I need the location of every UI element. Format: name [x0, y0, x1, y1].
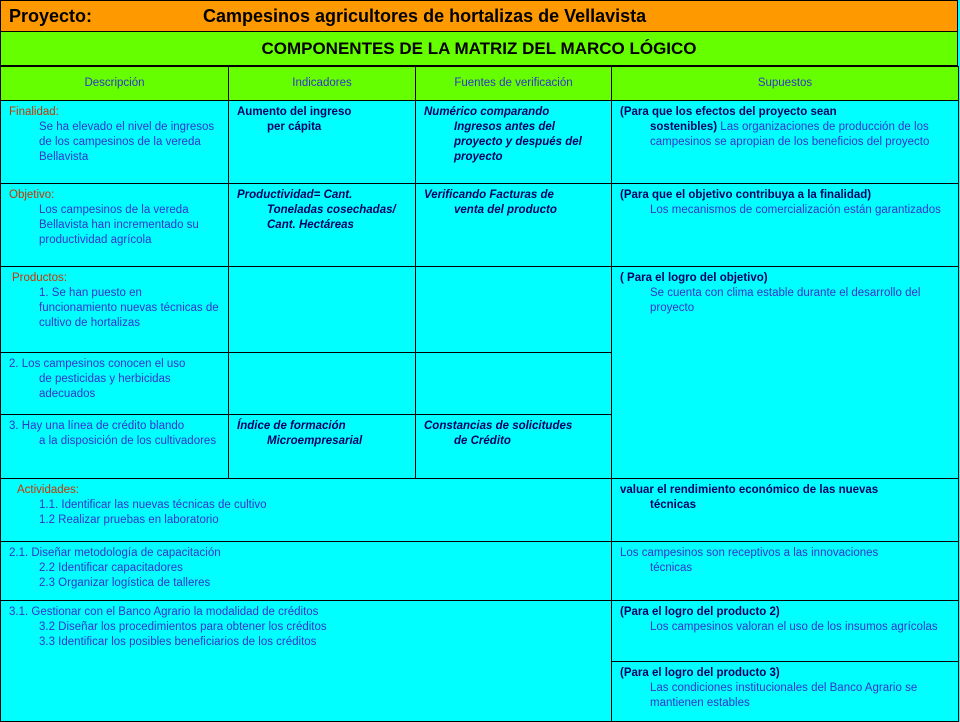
actividades-3b-sup-cell	[612, 662, 959, 722]
project-name: Campesinos agricultores de hortalizas de Vellavista	[203, 6, 647, 26]
producto-1-cell	[1, 267, 229, 353]
actividad-2-1: 2.1. Diseñar metodología de capacitación	[9, 547, 221, 559]
matrix-heading: COMPONENTES DE LA MATRIZ DEL MARCO LÓGICO	[0, 32, 958, 66]
objetivo-desc: Los campesinos de la vereda Bellavista han incrementado su productividad agrícola	[39, 204, 199, 246]
actividades-1-sup-first: valuar el rendimiento económico de las nuevas	[620, 484, 879, 496]
finalidad-sup-bold-rest: sostenibles)	[650, 121, 718, 133]
productos-sup-cell	[612, 267, 959, 479]
finalidad-sup-bold-first: (Para que los efectos del proyecto sean	[620, 106, 837, 118]
producto-3-src-rest: de Crédito	[454, 435, 511, 447]
row-actividades-1	[1, 479, 959, 542]
actividades-3a-sup-bold: (Para el logro del producto 2)	[620, 606, 780, 618]
producto-3-rest: a la disposición de los cultivadores	[39, 435, 217, 447]
actividades-2-sup-cell	[612, 542, 959, 601]
finalidad-desc-cell	[1, 101, 229, 184]
actividades-2-cell	[1, 542, 612, 601]
actividades-3b-sup-text: Las condiciones institucionales del Banco Agrario se mantienen estables	[650, 682, 918, 709]
objetivo-sup-cell	[612, 184, 959, 267]
actividades-2-sup-first: Los campesinos son receptivos a las innovaciones	[620, 547, 879, 559]
producto-2-ind-cell	[229, 353, 416, 415]
objetivo-src-rest: venta del producto	[454, 204, 557, 216]
actividades-label: Actividades:	[17, 484, 80, 496]
objetivo-sup-text: Los mecanismos de comercialización están garantizados	[650, 204, 941, 216]
actividades-3a-sup-cell	[612, 601, 959, 662]
finalidad-src-rest: Ingresos antes del proyecto y después del proyecto	[454, 121, 582, 163]
producto-3-src-first: Constancias de solicitudes	[424, 420, 573, 432]
logical-framework-matrix	[0, 66, 959, 722]
producto-3-first: 3. Hay una línea de crédito blando	[9, 420, 185, 432]
productos-sup-text: Se cuenta con clima estable durante el desarrollo del proyecto	[650, 287, 921, 314]
row-producto-1	[1, 267, 959, 353]
col-header-fuentes: Fuentes de verificación	[416, 67, 612, 101]
finalidad-label: Finalidad:	[9, 106, 59, 118]
actividades-1-cell	[1, 479, 612, 542]
col-header-supuestos: Supuestos	[612, 67, 959, 101]
productos-sup-bold: ( Para el logro del objetivo)	[620, 272, 768, 284]
finalidad-ind-first: Aumento del ingreso	[237, 106, 352, 118]
finalidad-ind-cell	[229, 101, 416, 184]
actividades-1-sup-rest: técnicas	[650, 499, 697, 511]
producto-1-ind-cell	[229, 267, 416, 353]
project-label: Proyecto:	[9, 6, 93, 26]
actividades-2-sup-rest: técnicas	[650, 562, 693, 574]
actividades-3b-sup-bold: (Para el logro del producto 3)	[620, 667, 780, 679]
col-header-indicadores: Indicadores	[229, 67, 416, 101]
row-finalidad	[1, 101, 959, 184]
objetivo-ind-cell	[229, 184, 416, 267]
producto-3-cell	[1, 415, 229, 479]
producto-2-first: 2. Los campesinos conocen el uso	[9, 358, 186, 370]
project-title-bar	[0, 0, 958, 32]
finalidad-src-cell	[416, 101, 612, 184]
objetivo-src-first: Verificando Facturas de	[424, 189, 554, 201]
producto-2-src-cell	[416, 353, 612, 415]
actividad-1-2: 1.2 Realizar pruebas en laboratorio	[39, 514, 219, 526]
finalidad-src-first: Numérico comparando	[424, 106, 550, 118]
objetivo-desc-cell	[1, 184, 229, 267]
productos-label: Productos:	[12, 272, 67, 284]
actividades-3-cell	[1, 601, 612, 722]
objetivo-ind-first: Productividad= Cant.	[237, 189, 353, 201]
actividad-2-2: 2.2 Identificar capacitadores	[39, 562, 183, 574]
objetivo-ind-rest: Toneladas cosechadas/ Cant. Hectáreas	[267, 204, 396, 231]
actividad-3-3: 3.3 Identificar los posibles beneficiarios de los créditos	[39, 636, 317, 648]
col-header-descripcion: Descripción	[1, 67, 229, 101]
row-objetivo	[1, 184, 959, 267]
finalidad-sup-cell	[612, 101, 959, 184]
producto-3-ind-rest: Microempresarial	[267, 435, 363, 447]
producto-3-ind-first: Índice de formación	[237, 420, 346, 432]
actividades-1-sup-cell	[612, 479, 959, 542]
finalidad-sup-text: Las organizaciones de producción de los campesinos se apropian de los beneficios del proyecto	[650, 121, 930, 148]
producto-1-src-cell	[416, 267, 612, 353]
header-row	[1, 67, 959, 101]
actividad-1-1: 1.1. Identificar las nuevas técnicas de cultivo	[39, 499, 267, 511]
producto-1-desc: 1. Se han puesto en funcionamiento nuevas técnicas de cultivo de hortalizas	[39, 287, 219, 329]
row-actividades-2	[1, 542, 959, 601]
actividad-2-3: 2.3 Organizar logística de talleres	[39, 577, 211, 589]
objetivo-src-cell	[416, 184, 612, 267]
objetivo-sup-bold: (Para que el objetivo contribuya a la finalidad)	[620, 189, 872, 201]
row-actividades-3a	[1, 601, 959, 662]
actividades-3a-sup-text: Los campesinos valoran el uso de los insumos agrícolas	[650, 621, 938, 633]
objetivo-label: Objetivo:	[9, 189, 55, 201]
finalidad-ind-rest: per cápita	[267, 121, 322, 133]
actividad-3-2: 3.2 Diseñar los procedimientos para obtener los créditos	[39, 621, 327, 633]
producto-2-rest: de pesticidas y herbicidas adecuados	[39, 373, 171, 400]
producto-3-ind-cell	[229, 415, 416, 479]
finalidad-desc: Se ha elevado el nivel de ingresos de los campesinos de la vereda Bellavista	[39, 121, 215, 163]
producto-3-src-cell	[416, 415, 612, 479]
actividad-3-1: 3.1. Gestionar con el Banco Agrario la modalidad de créditos	[9, 606, 319, 618]
producto-2-cell	[1, 353, 229, 415]
